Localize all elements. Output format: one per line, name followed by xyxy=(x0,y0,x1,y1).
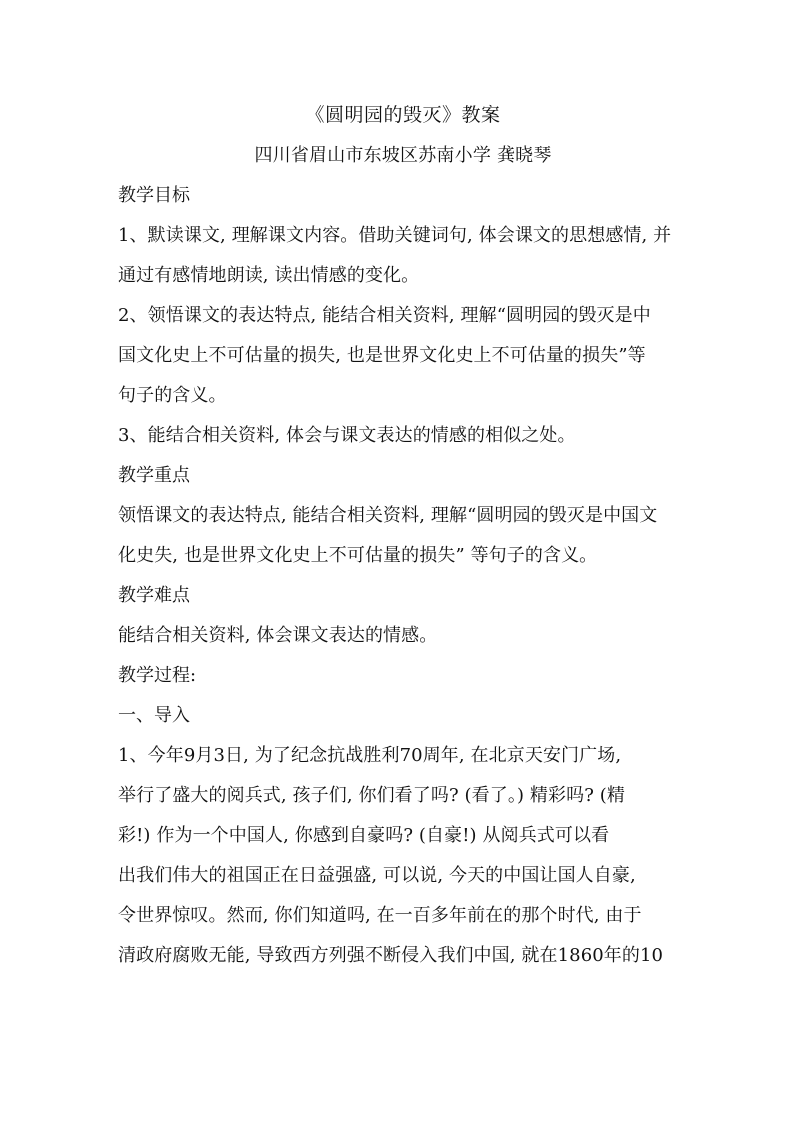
difficulty-line: 能结合相关资料, 体会课文表达的情感。 xyxy=(118,625,438,646)
intro-heading: 一、导入 xyxy=(118,705,190,726)
intro-line: 清政府腐败无能, 导致西方列强不断侵入我们中国, 就在1860年的10 xyxy=(118,945,664,966)
goal-line: 通过有感情地朗读, 读出情感的变化。 xyxy=(118,265,420,286)
difficulty-heading: 教学难点 xyxy=(118,585,190,606)
goal-line: 1、默读课文, 理解课文内容。借助关键词句, 体会课文的思想感情, 并 xyxy=(118,225,672,246)
document-body xyxy=(118,98,688,976)
goal-line: 句子的含义。 xyxy=(118,385,227,406)
intro-line: 举行了盛大的阅兵式, 孩子们, 你们看了吗? (看了。) 精彩吗? (精 xyxy=(118,785,626,806)
key-point-line: 化史失, 也是世界文化史上不可估量的损失” 等句子的含义。 xyxy=(118,545,598,566)
key-point-line: 领悟课文的表达特点, 能结合相关资料, 理解“圆明园的毁灭是中国文 xyxy=(118,505,658,526)
intro-line: 彩!) 作为一个中国人, 你感到自豪吗? (自豪!) 从阅兵式可以看 xyxy=(118,825,610,846)
author-line: 四川省眉山市东坡区苏南小学 龚晓琴 xyxy=(254,145,552,166)
key-points-heading: 教学重点 xyxy=(118,465,190,486)
process-heading: 教学过程: xyxy=(118,665,197,686)
goal-line: 3、能结合相关资料, 体会与课文表达的情感的相似之处。 xyxy=(118,425,576,446)
intro-line: 1、今年9月3日, 为了纪念抗战胜利70周年, 在北京天安门广场, xyxy=(118,745,622,766)
document-title: 《圆明园的毁灭》教案 xyxy=(305,104,501,126)
intro-line: 出我们伟大的祖国正在日益强盛, 可以说, 今天的中国让国人自豪, xyxy=(118,865,636,886)
goal-line: 国文化史上不可估量的损失, 也是世界文化史上不可估量的损失”等 xyxy=(118,345,646,366)
goal-line: 2、领悟课文的表达特点, 能结合相关资料, 理解“圆明园的毁灭是中 xyxy=(118,305,651,326)
goals-heading: 教学目标 xyxy=(118,185,190,206)
intro-line: 令世界惊叹。然而, 你们知道吗, 在一百多年前在的那个时代, 由于 xyxy=(118,905,642,926)
